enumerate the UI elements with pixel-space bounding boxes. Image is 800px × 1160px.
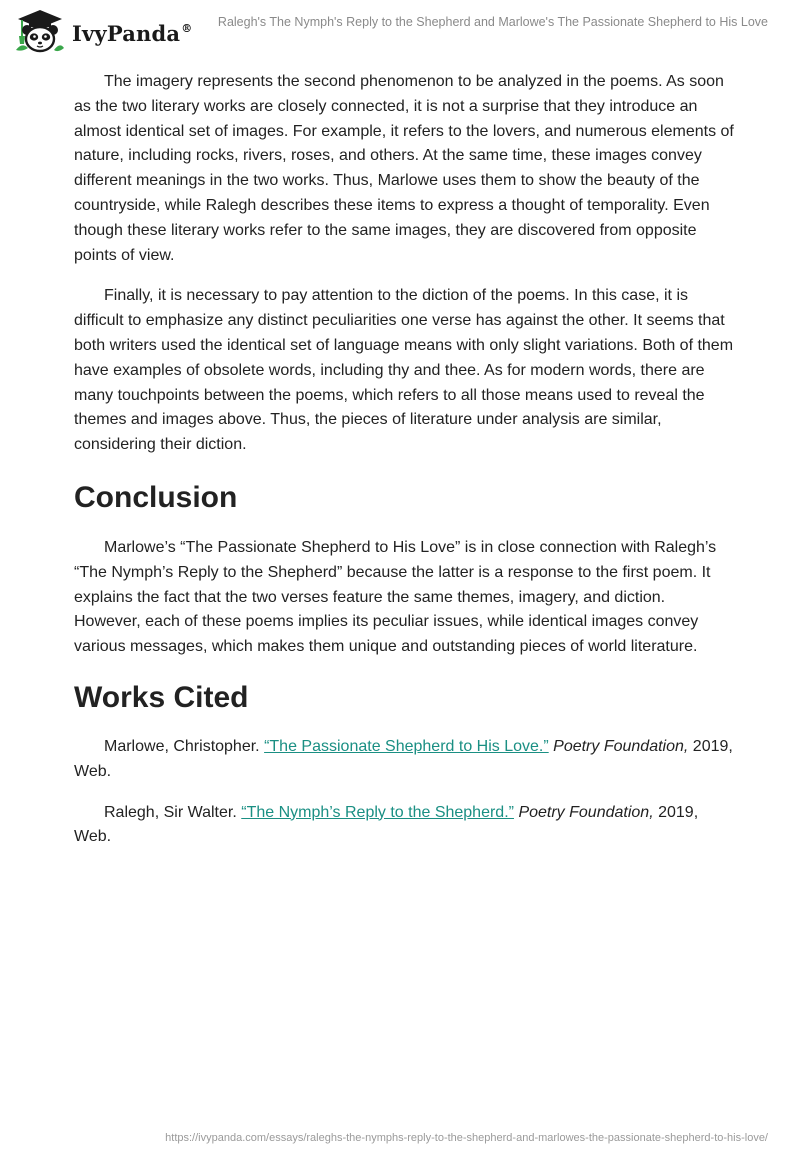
document-title: Ralegh's The Nymph's Reply to the Shepherd and Marlowe's The Passionate Shepherd to His Love	[217, 15, 768, 29]
citation-link[interactable]: “The Nymph’s Reply to the Shepherd.”	[241, 803, 514, 821]
paragraph-diction: Finally, it is necessary to pay attention to the diction of the poems. In this case, it is difficult to emphasize any distinct peculiarities one verse has against the other. It seems that both writers used the identical set of language means with only slight variations. Both of them have examples of obsolete words, including thy and thee. As for modern words, there are many touchpoints between the poems, which refers to all those means used to reveal the themes and images above. Thus, the pieces of literature under analysis are similar, considering their diction.	[74, 287, 734, 454]
citation-author: Marlowe, Christopher.	[104, 737, 260, 755]
paragraph-imagery: The imagery represents the second phenomenon to be analyzed in the poems. As soon as the two literary works are closely connected, it is not a surprise that they introduce an almost identical set of images. For example, it refers to the lovers, and numerous elements of nature, including rocks, rivers, roses, and others. At the same time, these images convey different meanings in the two works. Thus, Marlowe uses them to show the beauty of the countryside, while Ralegh describes these items to express a thought of temporality. Even though these literary works refer to the same images, they are discovered from opposite points of view.	[74, 73, 734, 264]
citation-source: Poetry Foundation,	[553, 737, 689, 755]
citation-link[interactable]: “The Passionate Shepherd to His Love.”	[264, 737, 549, 755]
citation-item	[74, 735, 734, 785]
citation-details: 2019, Web.	[74, 737, 733, 780]
page-header	[0, 0, 800, 60]
citation-source: Poetry Foundation,	[518, 803, 654, 821]
citation-author: Ralegh, Sir Walter.	[104, 803, 237, 821]
paragraph-conclusion: Marlowe’s “The Passionate Shepherd to His Love” is in close connection with Ralegh’s “The Nymph’s Reply to the Shepherd” because the latter is a response to the first poem. It explains the fact that the two verses feature the same themes, imagery, and diction. However, each of these poems implies its peculiar issues, while identical images convey various messages, which makes them unique and outstanding pieces of world literature.	[74, 538, 717, 656]
panda-graduation-cap-icon	[14, 8, 66, 54]
works-cited-heading: Works Cited	[74, 680, 249, 714]
brand-name: IvyPanda®	[72, 20, 193, 46]
brand-logo[interactable]	[14, 8, 192, 54]
essay-content	[74, 70, 734, 850]
footer-url[interactable]: https://ivypanda.com/essays/raleghs-the-nymphs-reply-to-the-shepherd-and-marlowes-the-passionate-shepherd-to-his-love/	[165, 1132, 768, 1144]
citation-item	[74, 801, 734, 851]
conclusion-heading: Conclusion	[74, 480, 238, 514]
citation-details: 2019, Web.	[74, 803, 699, 846]
